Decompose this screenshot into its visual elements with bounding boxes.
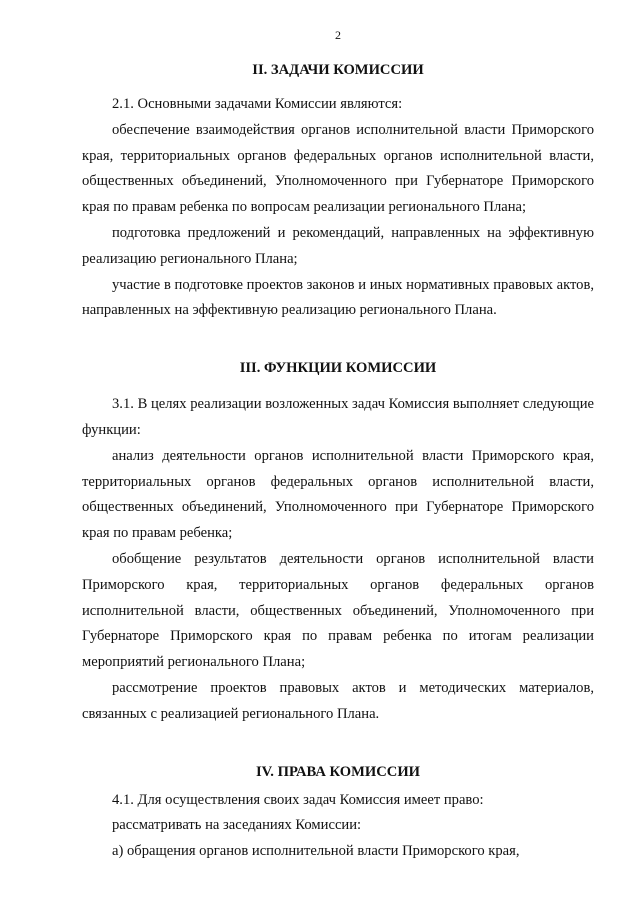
paragraph: обобщение результатов деятельности органов исполнительной власти Приморского края, территориальных органов федеральных органов исполнительной власти, общественных объединений, Уполномоченного при Губернаторе Приморского края по правам ребенка по итогам реализации мероприятий регионального Плана; [82, 550, 594, 671]
paragraph: 2.1. Основными задачами Комиссии являются: [112, 96, 403, 112]
page-number: 2 [335, 28, 341, 42]
section-heading-functions: III. ФУНКЦИИ КОМИССИИ [239, 360, 437, 377]
paragraph: обеспечение взаимодействия органов исполнительной власти Приморского края, территориальных органов федеральных органов исполнительной власти, общественных объединений, Уполномоченного при Губернаторе Приморского края по правам ребенка по вопросам реализации регионального Плана; [82, 121, 594, 216]
paragraph: участие в подготовке проектов законов и иных нормативных правовых актов, направленных на эффективную реализацию регионального Плана. [82, 276, 594, 319]
paragraph: рассмотрение проектов правовых актов и методических материалов, связанных с реализацией регионального Плана. [82, 679, 594, 722]
paragraph: подготовка предложений и рекомендаций, направленных на эффективную реализацию регионального Плана; [82, 224, 594, 267]
paragraph: анализ деятельности органов исполнительной власти Приморского края, территориальных органов федеральных органов исполнительной власти, общественных объединений, Уполномоченного при Губернаторе Приморского края по правам ребенка; [82, 447, 594, 542]
section-heading-tasks: II. ЗАДАЧИ КОМИССИИ [252, 62, 424, 78]
paragraph: 4.1. Для осуществления своих задач Комиссия имеет право: [112, 791, 484, 808]
paragraph: рассматривать на заседаниях Комиссии: [112, 817, 362, 834]
section-heading-rights: IV. ПРАВА КОМИССИИ [255, 763, 421, 780]
paragraph: 3.1. В целях реализации возложенных задач Комиссия выполняет следующие функции: [82, 396, 594, 438]
paragraph: а) обращения органов исполнительной власти Приморского края, [112, 843, 520, 860]
